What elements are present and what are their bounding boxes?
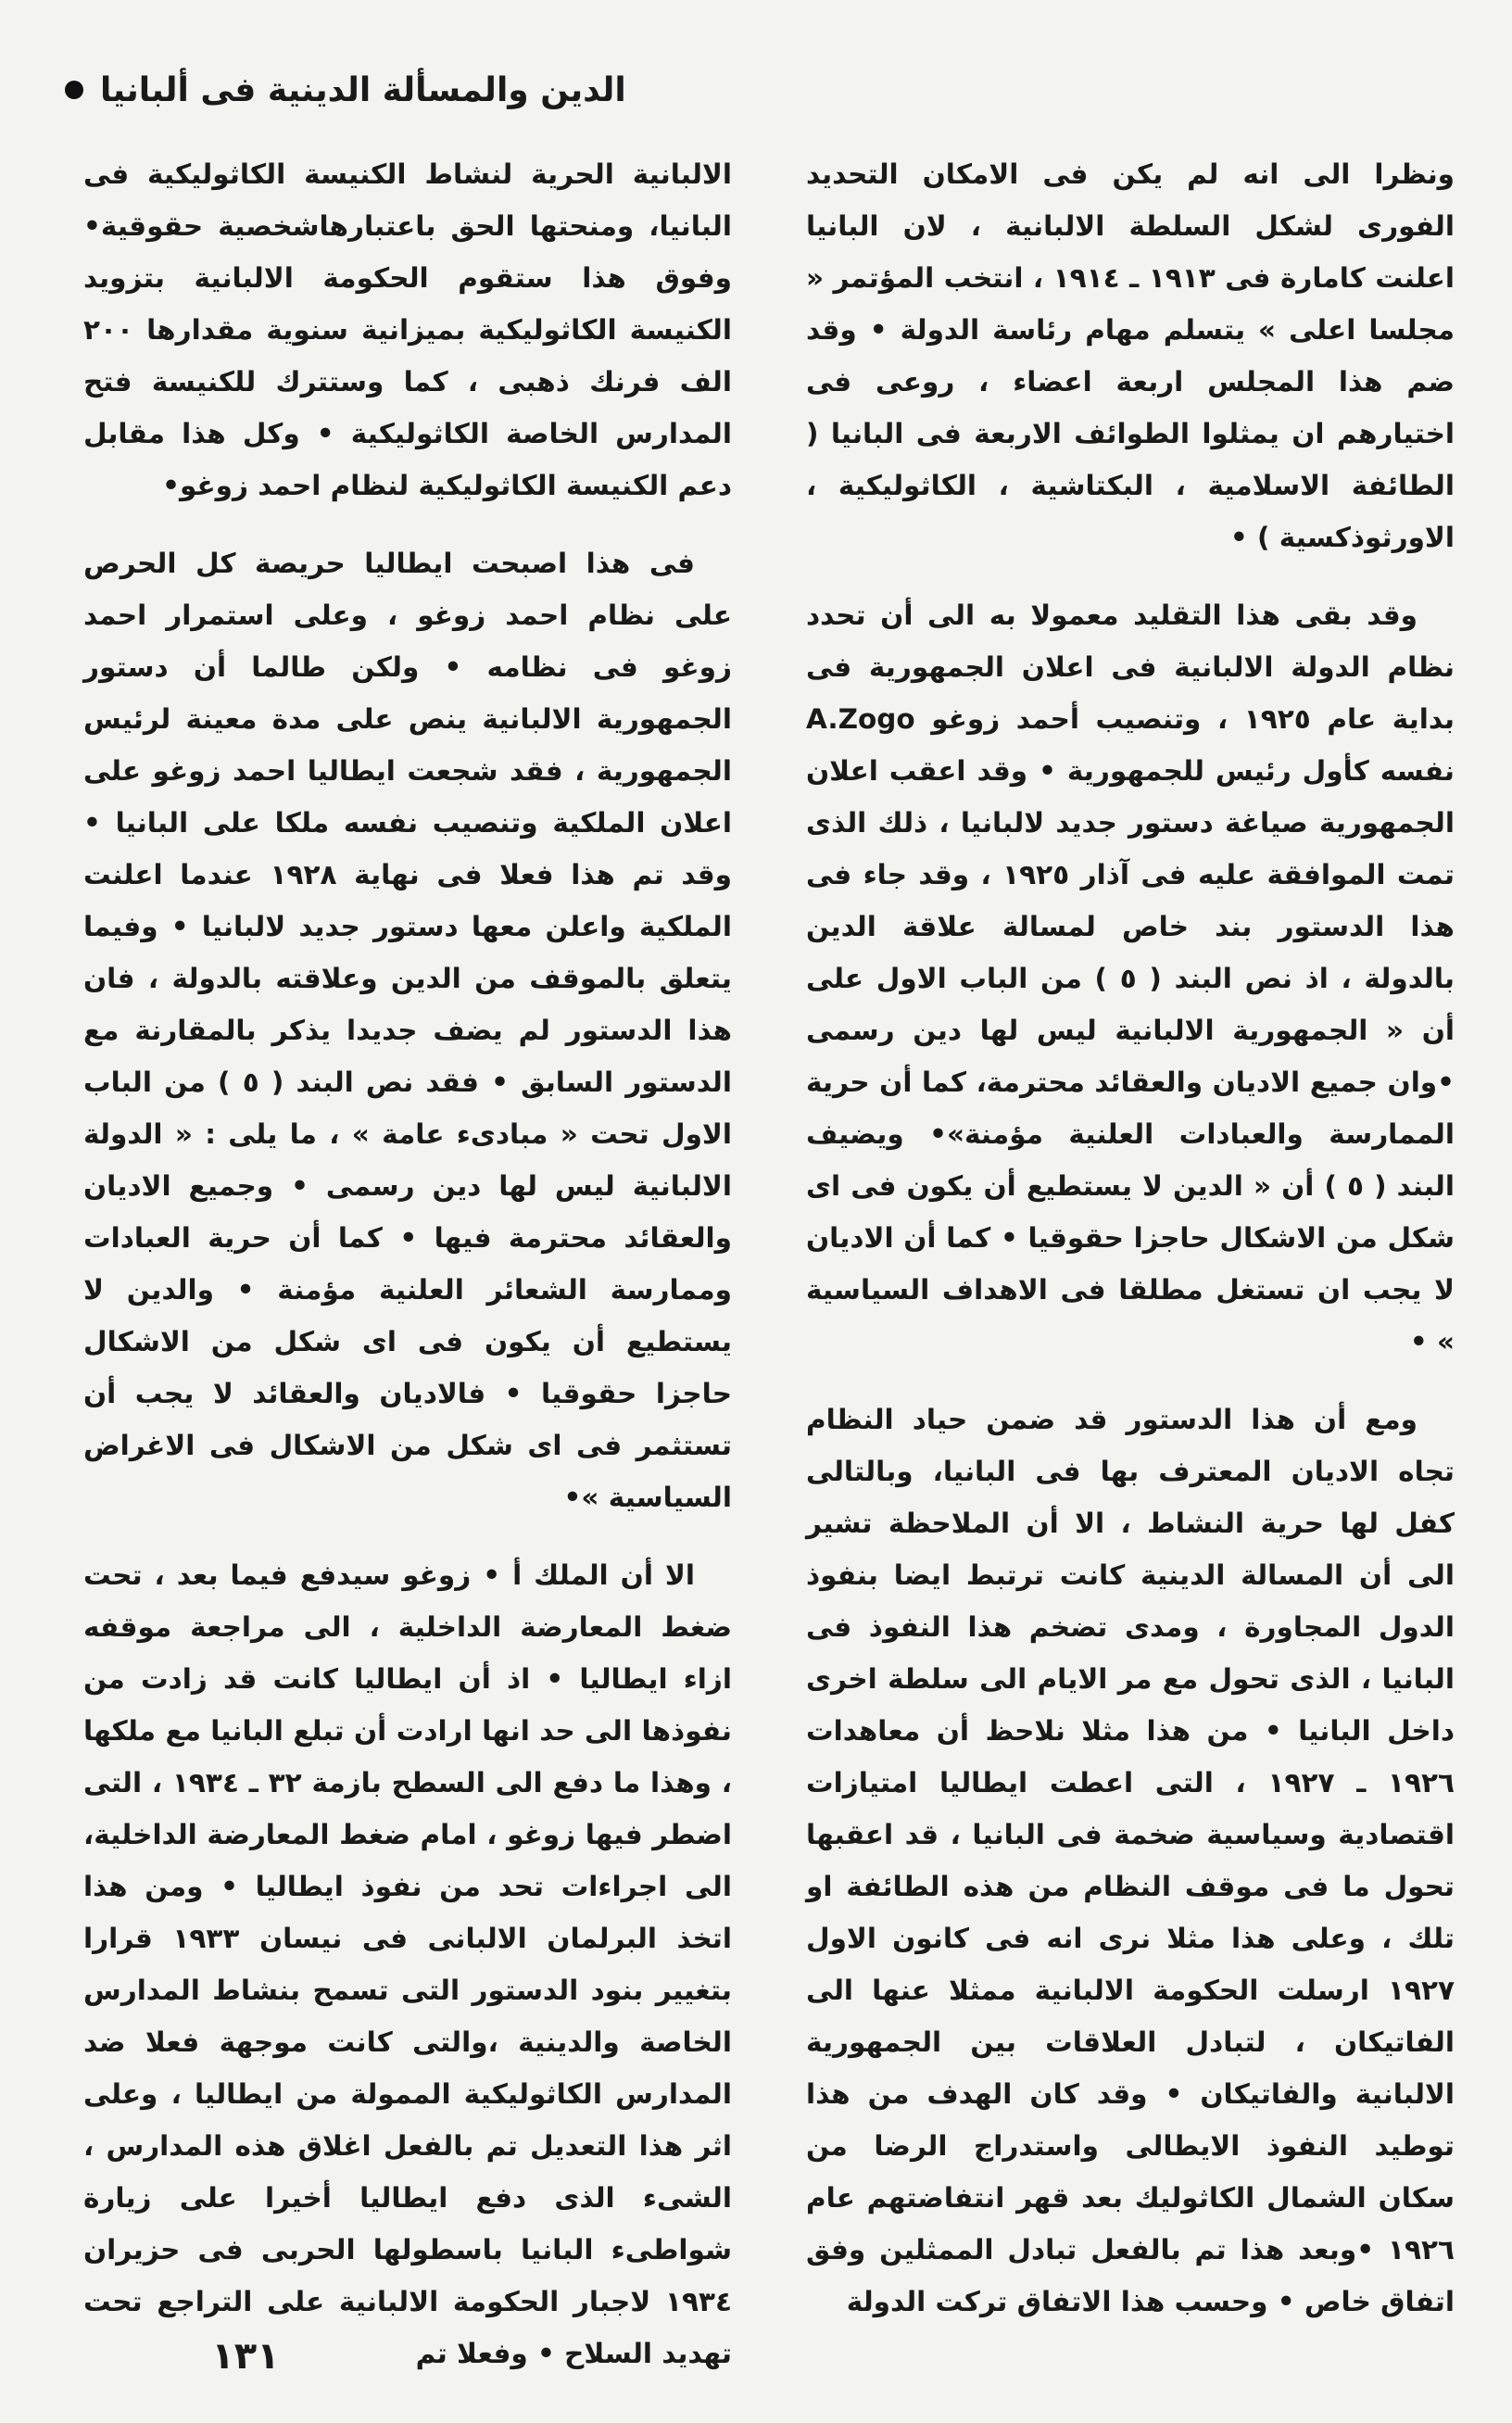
paragraph: ونظرا الى انه لم يكن فى الامكان التحديد الفورى لشكل السلطة الالبانية ، لان البانيا اعلنت كامارة فى ١٩١٣ ـ ١٩١٤ ، انتخب المؤتمر « مجلسا اعلى » يتسلم مهام رئاسة الدولة • وقد ضم هذا المجلس اربعة اعضاء ، روعى فى اختيارهم ان يمثلوا الطوائف الاربعة فى البانيا ( الطائفة الاسلامية ، البكتاشية ، الكاثوليكية ، الاورثوذكسية ) • xyxy=(806,158,1455,553)
paragraph: وقد بقى هذا التقليد معمولا به الى أن تحدد نظام الدولة الالبانية فى اعلان الجمهورية فى بداية عام ١٩٢٥ ، وتنصيب أحمد زوغو A.Zogo نفسه كأول رئيس للجمهورية • وقد اعقب اعلان الجمهورية صياغة دستور جديد لالبانيا ، ذلك الذى تمت الموافقة عليه فى آذار ١٩٢٥ ، وقد جاء فى هذا الدستور بند خاص لمسالة علاقة الدين بالدولة ، اذ نص البند ( ٥ ) من الباب الاول على أن « الجمهورية الالبانية ليس لها دين رسمى •وان جميع الاديان والعقائد محترمة، كما أن حرية الممارسة والعبادات العلنية مؤمنة»• ويضيف البند ( ٥ ) أن « الدين لا يستطيع أن يكون فى اى شكل من الاشكال حاجزا حقوقيا • كما أن الاديان لا يجب ان تستغل مطلقا فى الاهداف السياسية » • xyxy=(806,599,1455,1357)
paragraph: الا أن الملك أ • زوغو سيدفع فيما بعد ، تحت ضغط المعارضة الداخلية ، الى مراجعة موقفه ازاء ايطاليا • اذ أن ايطاليا كانت قد زادت من نفوذها الى حد انها ارادت أن تبلع البانيا مع ملكها ، وهذا ما دفع الى السطح بازمة ٣٢ ـ ١٩٣٤ ، التى اضطر فيها زوغو ، امام ضغط المعارضة الداخلية، الى اجراءات تحد من نفوذ ايطاليا • ومن هذا اتخذ البرلمان الالبانى فى نيسان ١٩٣٣ قرارا بتغيير بنود الدستور التى تسمح بنشاط المدارس الخاصة والدينية ،والتى كانت موجهة فعلا ضد المدارس الكاثوليكية الممولة من ايطاليا ، وعلى اثر هذا التعديل تم بالفعل اغلاق هذه المدارس ، الشىء الذى دفع ايطاليا أخيرا على زيارة شواطىء البانيا باسطولها الحربى فى حزيران ١٩٣٤ لاجبار الحكومة الالبانية على التراجع تحت تهديد السلاح • وفعلا تم xyxy=(83,1559,733,2369)
paragraph: الالبانية الحرية لنشاط الكنيسة الكاثوليكية فى البانيا، ومنحتها الحق باعتبارهاشخصية حقوقية• وفوق هذا ستقوم الحكومة الالبانية بتزويد الكنيسة الكاثوليكية بميزانية سنوية مقدارها ٢٠٠ الف فرنك ذهبى ، كما وستترك للكنيسة فتح المدارس الخاصة الكاثوليكية • وكل هذا مقابل دعم الكنيسة الكاثوليكية لنظام احمد زوغو• xyxy=(83,158,732,501)
paragraph: ومع أن هذا الدستور قد ضمن حياد النظام تجاه الاديان المعترف بها فى البانيا، وبالتالى كفل لها حرية النشاط ، الا أن الملاحظة تشير الى أن المسالة الدينية كانت ترتبط ايضا بنفوذ الدول المجاورة ، ومدى تضخم هذا النفوذ فى البانيا ، الذى تحول مع مر الايام الى سلطة اخرى داخل البانيا • من هذا مثلا نلاحظ أن معاهدات ١٩٢٦ ـ ١٩٢٧ ، التى اعطت ايطاليا امتيازات اقتصادية وسياسية ضخمة فى البانيا ، قد اعقبها تحول ما فى موقف النظام من هذه الطائفة او تلك ، وعلى هذا مثلا نرى انه فى كانون الاول ١٩٢٧ ارسلت الحكومة الالبانية ممثلا عنها الى الفاتيكان ، لتبادل العلاقات بين الجمهورية الالبانية والفاتيكان • وقد كان الهدف من هذا توطيد النفوذ الايطالى واستدراج الرضا من سكان الشمال الكاثوليك بعد قهر انتفاضتهم عام ١٩٢٦ •وبعد هذا تم بالفعل تبادل الممثلين وفق اتفاق خاص • وحسب هذا الاتفاق تركت الدولة xyxy=(806,1404,1455,2317)
paragraph: فى هذا اصبحت ايطاليا حريصة كل الحرص على نظام احمد زوغو ، وعلى استمرار احمد زوغو فى نظامه • ولكن طالما أن دستور الجمهورية الالبانية ينص على مدة معينة لرئيس الجمهورية ، فقد شجعت ايطاليا احمد زوغو على اعلان الملكية وتنصيب نفسه ملكا على البانيا • وقد تم هذا فعلا فى نهاية ١٩٢٨ عندما اعلنت الملكية واعلن معها دستور جديد لالبانيا • وفيما يتعلق بالموقف من الدين وعلاقته بالدولة ، فان هذا الدستور لم يضف جديدا يذكر بالمقارنة مع الدستور السابق • فقد نص البند ( ٥ ) من الباب الاول تحت « مبادىء عامة » ، ما يلى : « الدولة الالبانية ليس لها دين رسمى • وجميع الاديان والعقائد محترمة فيها • كما أن حرية العبادات وممارسة الشعائر العلنية مؤمنة • والدين لا يستطيع أن يكون فى اى شكل من الاشكال حاجزا حقوقيا • فالاديان والعقائد لا يجب أن تستثمر فى اى شكل من الاشكال فى الاغراض السياسية »• xyxy=(83,548,732,1513)
text-column-right xyxy=(806,148,1455,2317)
page-number: ١٣١ xyxy=(211,2335,280,2378)
page-header xyxy=(65,57,639,122)
section-title: الدين والمسألة الدينية فى ألبانيا xyxy=(100,70,626,109)
bullet-icon xyxy=(65,81,83,99)
